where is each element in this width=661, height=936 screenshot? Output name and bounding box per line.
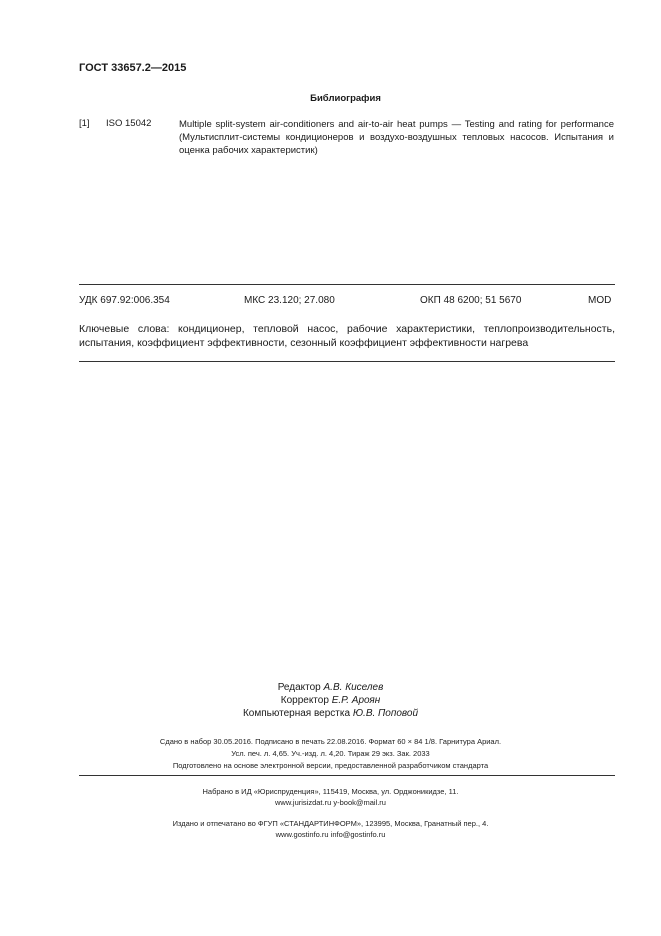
mod-label: MOD [588, 295, 612, 306]
imprint-line-1: Сдано в набор 30.05.2016. Подписано в печать 22.08.2016. Формат 60 × 84 1/8. Гарнитура Ариал. [159, 737, 502, 746]
divider-imprint [79, 775, 615, 776]
reference-number: [1] [79, 118, 90, 129]
imprint-line-5: www.jurisizdat.ru y-book@mail.ru [275, 798, 386, 807]
divider-keywords [79, 361, 615, 362]
mks-code: МКС 23.120; 27.080 [244, 295, 335, 306]
okp-code: ОКП 48 6200; 51 5670 [420, 295, 522, 306]
imprint-line-6: Издано и отпечатано во ФГУП «СТАНДАРТИНФОРМ», 123995, Москва, Гранатный пер., 4. [172, 819, 489, 828]
corrector-credit [0, 695, 661, 706]
standard-number: ГОСТ 33657.2—2015 [79, 62, 187, 74]
imprint-line-2: Усл. печ. л. 4,65. Уч.-изд. л. 4,20. Тираж 29 экз. Зак. 2033 [231, 749, 430, 758]
editor-name: А.В. Киселев [323, 682, 384, 693]
divider-top [79, 284, 615, 285]
reference-text: Multiple split-system air-conditioners and air-to-air heat pumps — Testing and rating for performance (Мультисплит-системы кондиционеров и воздухо-воздушных тепловых насосов. Испытания и оценка рабочих характеристик) [179, 119, 614, 156]
imprint-line-4: Набрано в ИД «Юриспруденция», 115419, Москва, ул. Орджоникидзе, 11. [202, 787, 459, 796]
corrector-role: Корректор [280, 695, 329, 706]
layout-name: Ю.В. Поповой [352, 708, 419, 719]
imprint-line-7: www.gostinfo.ru info@gostinfo.ru [275, 830, 386, 839]
layout-role: Компьютерная верстка [242, 708, 351, 719]
keywords: Ключевые слова: кондиционер, тепловой насос, рабочие характеристики, теплопроизводительность, испытания, коэффициент эффективности, сезонный коэффициент эффективности нагрева [79, 323, 615, 349]
layout-credit [0, 708, 661, 719]
editor-role: Редактор [277, 682, 321, 693]
reference-code: ISO 15042 [106, 118, 152, 129]
editor-credit [0, 682, 661, 693]
imprint-line-3: Подготовлено на основе электронной версии, предоставленной разработчиком стандарта [172, 761, 489, 770]
udk-code: УДК 697.92:006.354 [79, 295, 170, 306]
bibliography-title: Библиография [310, 93, 381, 104]
corrector-name: Е.Р. Ароян [331, 695, 381, 706]
